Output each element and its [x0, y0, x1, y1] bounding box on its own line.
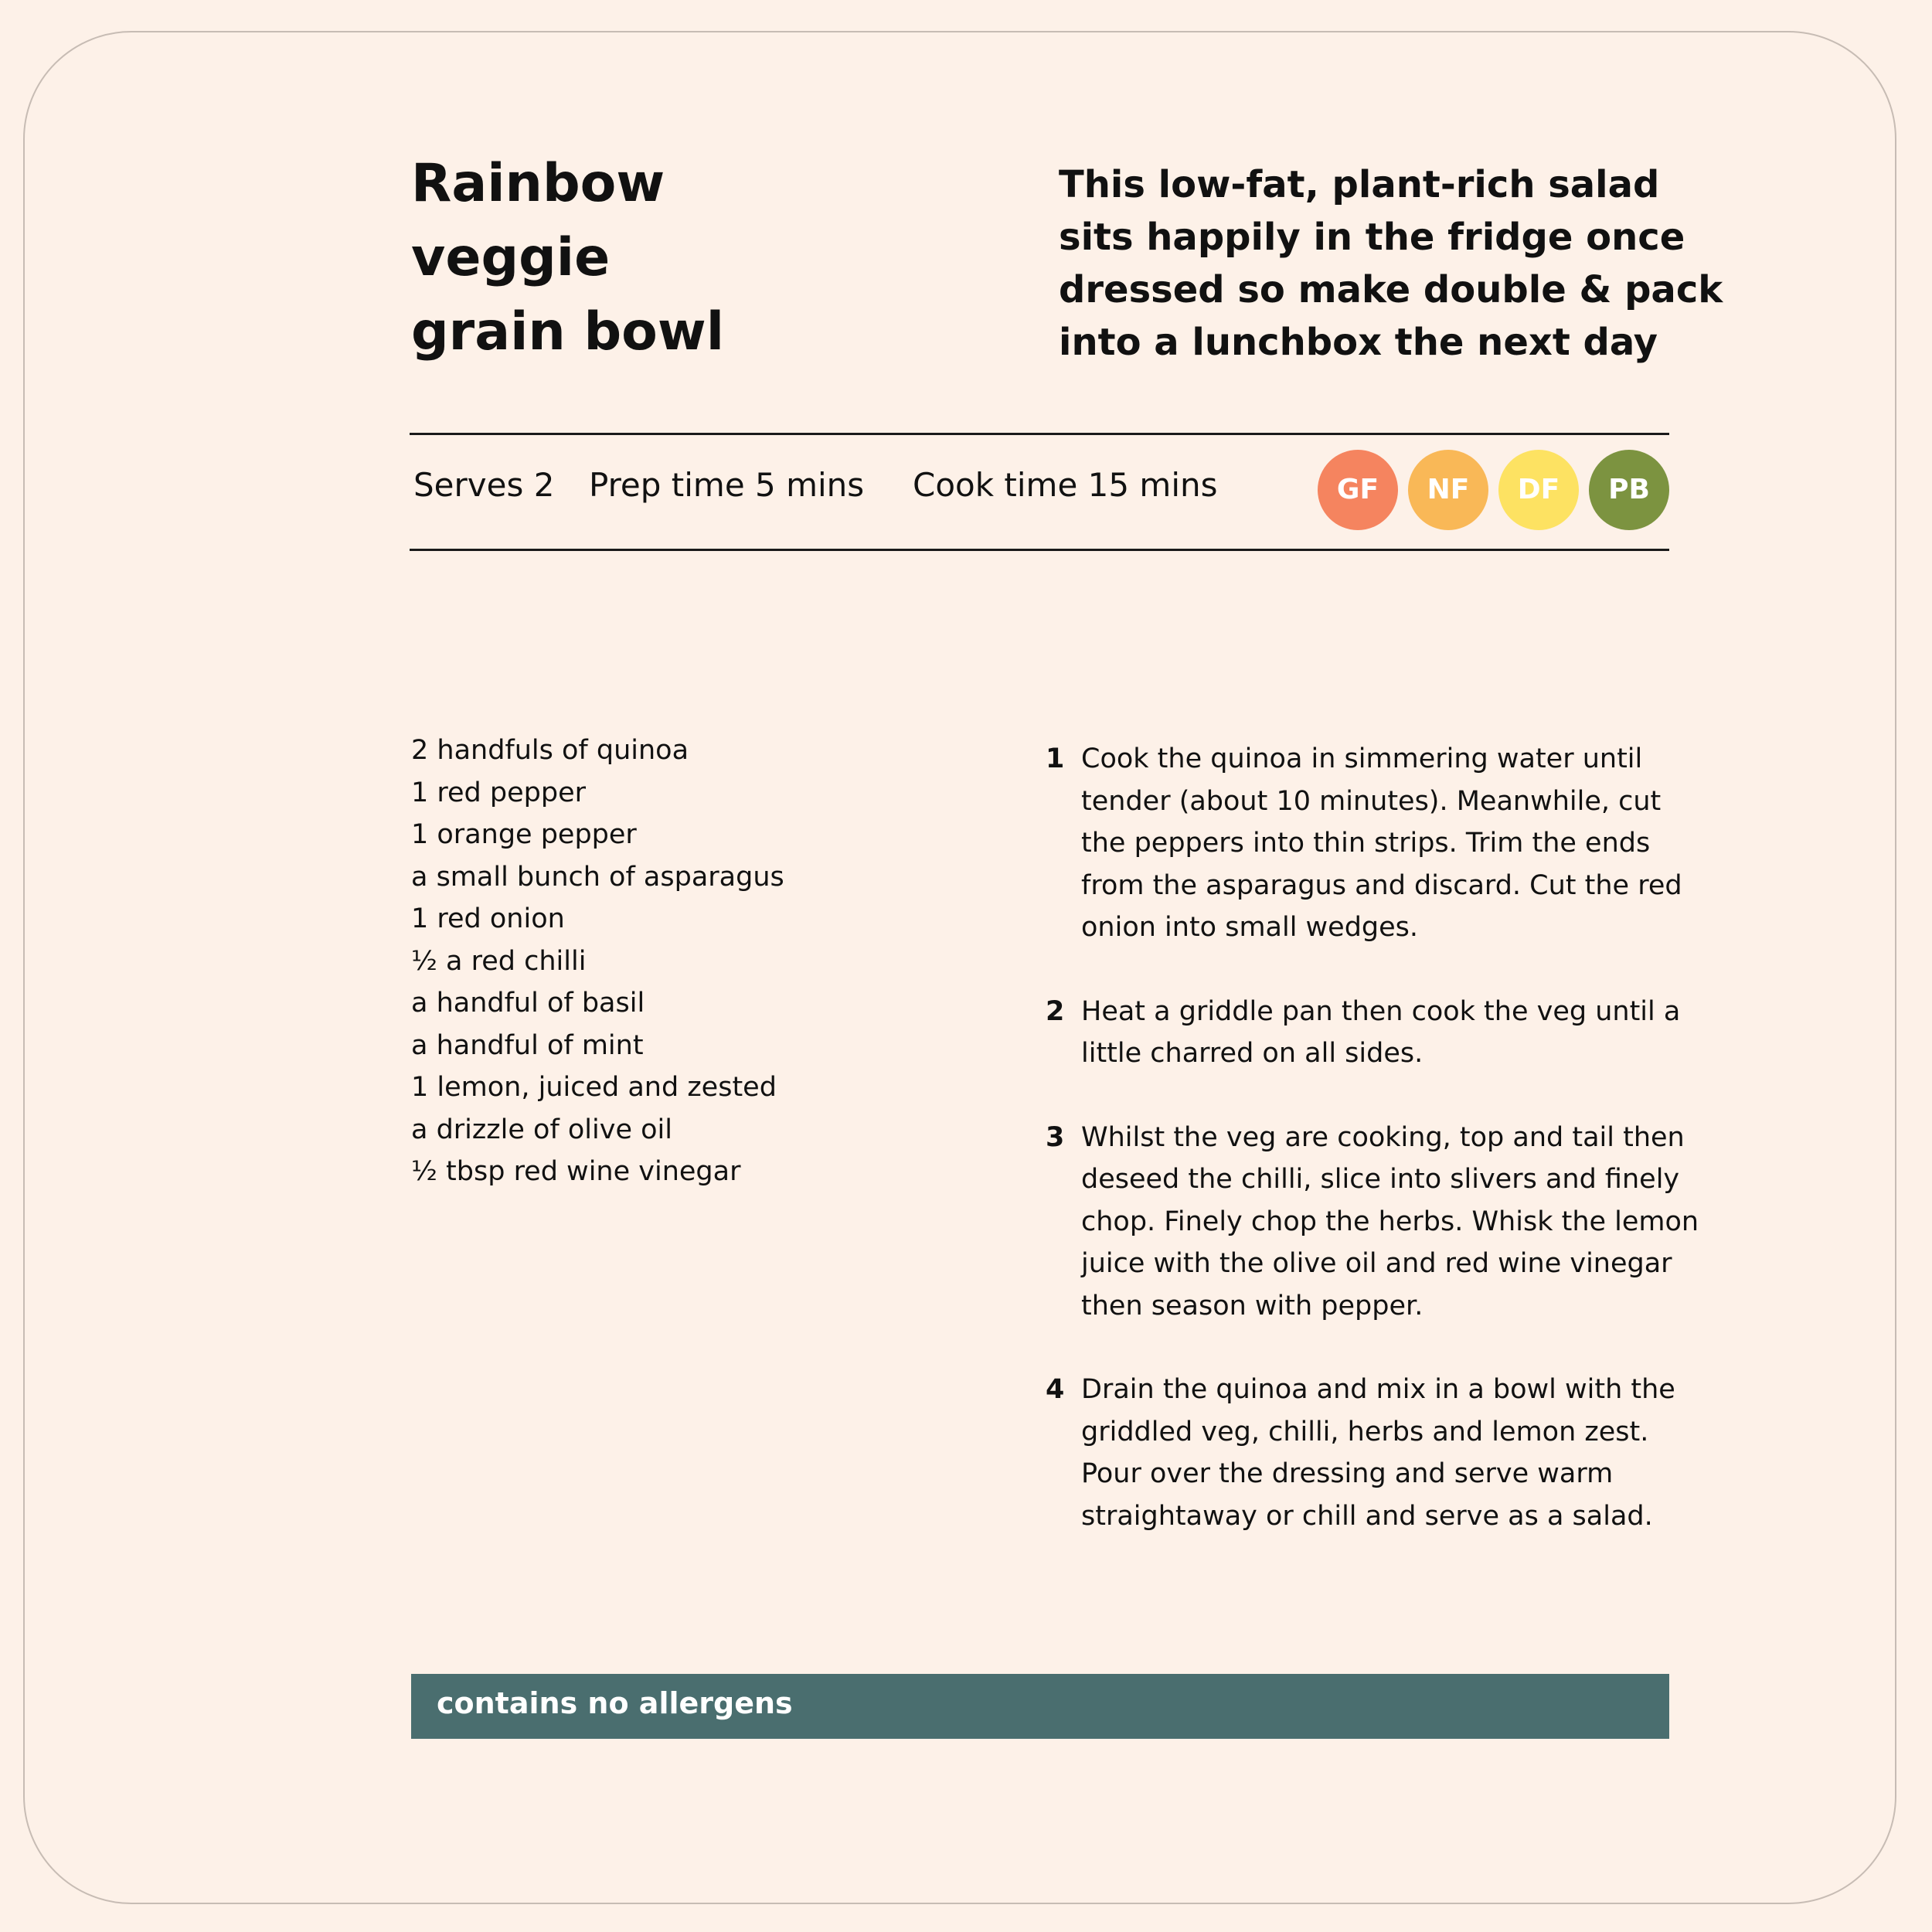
method-step [1046, 1117, 1702, 1328]
ingredient-item: 1 orange pepper [411, 819, 637, 850]
recipe-title [411, 147, 952, 369]
title-line: veggie [411, 227, 611, 288]
allergen-banner [411, 1674, 1669, 1739]
method-step [1046, 1369, 1702, 1537]
serves-info: Serves 2 [413, 466, 555, 504]
divider-bottom [410, 549, 1669, 551]
nut-free-badge: NF [1408, 450, 1488, 530]
step-number: 4 [1046, 1374, 1065, 1405]
method-step [1046, 991, 1702, 1075]
divider-top [410, 433, 1669, 435]
ingredient-item: 1 lemon, juiced and zested [411, 1072, 777, 1103]
ingredient-item: a handful of mint [411, 1029, 644, 1061]
step-text: Drain the quinoa and mix in a bowl with the griddled veg, chilli, herbs and lemon zest. Pour over the dressing and serve warm straightaway or chill and serve as a salad. [1081, 1374, 1675, 1532]
ingredients-list [411, 730, 952, 1193]
ingredient-item: 1 red onion [411, 903, 565, 934]
ingredient-item: 2 handfuls of quinoa [411, 735, 689, 766]
title-line: Rainbow [411, 153, 665, 214]
prep-time: Prep time 5 mins [589, 466, 865, 504]
step-text: Heat a griddle pan then cook the veg until a little charred on all sides. [1081, 995, 1681, 1069]
ingredient-item: a handful of basil [411, 988, 645, 1019]
dairy-free-badge: DF [1498, 450, 1579, 530]
ingredient-item: a small bunch of asparagus [411, 861, 784, 893]
cook-time: Cook time 15 mins [913, 466, 1218, 504]
gluten-free-badge: GF [1318, 450, 1398, 530]
step-number: 2 [1046, 995, 1065, 1027]
step-number: 1 [1046, 743, 1065, 774]
plant-based-badge: PB [1589, 450, 1669, 530]
method-step [1046, 738, 1702, 949]
recipe-intro: This low-fat, plant-rich salad sits happily in the fridge once dressed so make double & pack into a lunchbox the next day [1059, 163, 1723, 364]
ingredient-item: ½ tbsp red wine vinegar [411, 1156, 741, 1187]
title-line: grain bowl [411, 301, 725, 362]
ingredient-item: 1 red pepper [411, 777, 586, 808]
step-number: 3 [1046, 1121, 1065, 1153]
ingredient-item: ½ a red chilli [411, 945, 587, 977]
method-steps [1046, 738, 1702, 1579]
allergen-note: contains no allergens [437, 1686, 793, 1720]
step-text: Cook the quinoa in simmering water until tender (about 10 minutes). Meanwhile, cut the peppers into thin strips. Trim the ends from the asparagus and discard. Cut the red onion into small wedges. [1081, 743, 1682, 943]
ingredient-item: a drizzle of olive oil [411, 1114, 672, 1145]
step-text: Whilst the veg are cooking, top and tail then deseed the chilli, slice into slivers and finely chop. Finely chop the herbs. Whisk the lemon juice with the olive oil and red wine vinegar then season with pepper. [1081, 1121, 1699, 1321]
